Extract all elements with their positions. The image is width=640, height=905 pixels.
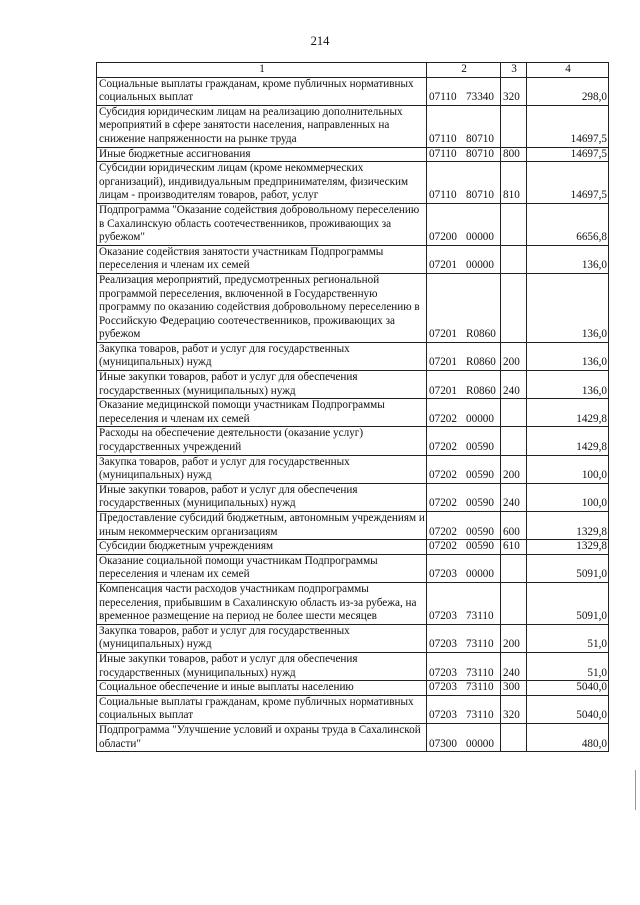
table-row xyxy=(97,624,609,652)
row-expense-type: 800 xyxy=(501,147,527,162)
budget-table xyxy=(96,62,609,752)
row-amount: 298,0 xyxy=(527,77,609,105)
row-expense-type: 300 xyxy=(501,681,527,696)
row-code-program: 07202 xyxy=(429,441,457,454)
row-code-program: 07201 xyxy=(429,328,457,341)
row-code xyxy=(427,371,501,399)
row-code xyxy=(427,77,501,105)
table-row xyxy=(97,399,609,427)
row-amount: 1429,8 xyxy=(527,427,609,455)
row-amount: 51,0 xyxy=(527,652,609,680)
row-amount: 1429,8 xyxy=(527,399,609,427)
row-code xyxy=(427,342,501,370)
table-row xyxy=(97,245,609,273)
row-amount: 100,0 xyxy=(527,483,609,511)
page-number: 214 xyxy=(310,34,330,48)
table-header-row xyxy=(97,63,609,78)
row-code-direction: 73110 xyxy=(466,709,494,722)
row-code xyxy=(427,681,501,696)
table-row xyxy=(97,483,609,511)
row-expense-type: 200 xyxy=(501,342,527,370)
row-expense-type: 610 xyxy=(501,540,527,555)
row-name: Предоставление субсидий бюджетным, автономным учреждениям и иным некоммерческим организациям xyxy=(97,512,427,540)
table-row xyxy=(97,695,609,723)
row-code-direction: 00590 xyxy=(466,525,494,538)
row-name: Иные бюджетные ассигнования xyxy=(97,147,427,162)
row-name: Оказание содействия занятости участникам Подпрограммы переселения и членам их семей xyxy=(97,245,427,273)
row-code-direction: 00000 xyxy=(466,737,494,750)
row-name: Субсидии бюджетным учреждениям xyxy=(97,540,427,555)
row-code-program: 07202 xyxy=(429,412,457,425)
row-code xyxy=(427,723,501,751)
row-expense-type: 320 xyxy=(501,77,527,105)
row-code-direction: 00000 xyxy=(466,231,494,244)
row-name: Подпрограмма "Улучшение условий и охраны труда в Сахалинской области" xyxy=(97,723,427,751)
table-row xyxy=(97,582,609,624)
row-code-program: 07202 xyxy=(429,540,457,553)
row-name: Закупка товаров, работ и услуг для государственных (муниципальных) нужд xyxy=(97,624,427,652)
row-name: Оказание социальной помощи участникам Подпрограммы переселения и членам их семей xyxy=(97,554,427,582)
row-code-direction: 00000 xyxy=(466,412,494,425)
row-amount: 1329,8 xyxy=(527,512,609,540)
row-code-program: 07110 xyxy=(429,91,457,104)
row-code-program: 07203 xyxy=(429,681,457,694)
row-code-program: 07203 xyxy=(429,610,457,623)
row-code xyxy=(427,582,501,624)
row-code-direction: 00000 xyxy=(466,568,494,581)
row-expense-type: 240 xyxy=(501,371,527,399)
row-name: Компенсация части расходов участникам подпрограммы переселения, прибывшим в Сахалинскую область из-за рубежа, на временное размещение на период не более шести месяцев xyxy=(97,582,427,624)
row-amount: 1329,8 xyxy=(527,540,609,555)
row-code-direction: R0860 xyxy=(466,384,496,397)
row-name: Подпрограмма "Оказание содействия добровольному переселению в Сахалинскую область соотечественников, проживающих за рубежом" xyxy=(97,203,427,245)
column-header-3: 3 xyxy=(501,63,527,78)
table-row xyxy=(97,77,609,105)
table-row xyxy=(97,105,609,147)
row-code-program: 07201 xyxy=(429,384,457,397)
row-code-program: 07110 xyxy=(429,132,457,145)
row-amount: 5040,0 xyxy=(527,681,609,696)
row-code-direction: 80710 xyxy=(466,189,494,202)
row-code-program: 07110 xyxy=(429,189,457,202)
row-code-direction: R0860 xyxy=(466,356,496,369)
row-code xyxy=(427,203,501,245)
table-row xyxy=(97,371,609,399)
row-name: Социальное обеспечение и иные выплаты населению xyxy=(97,681,427,696)
row-amount: 14697,5 xyxy=(527,162,609,204)
row-code xyxy=(427,455,501,483)
row-expense-type xyxy=(501,582,527,624)
row-expense-type: 600 xyxy=(501,512,527,540)
row-amount: 14697,5 xyxy=(527,105,609,147)
table-row xyxy=(97,681,609,696)
row-name: Закупка товаров, работ и услуг для государственных (муниципальных) нужд xyxy=(97,342,427,370)
row-code-program: 07202 xyxy=(429,525,457,538)
row-code xyxy=(427,105,501,147)
row-name: Реализация мероприятий, предусмотренных региональной программой переселения, включенной в Государственную программу по оказанию содействия добровольному переселению в Российскую Федерацию соотечественников, проживающих за рубежом xyxy=(97,273,427,342)
row-name: Иные закупки товаров, работ и услуг для обеспечения государственных (муниципальных) нужд xyxy=(97,371,427,399)
table-row xyxy=(97,162,609,204)
row-name: Субсидии юридическим лицам (кроме некоммерческих организаций), индивидуальным предпринимателям, физическим лицам - производителям товаров, работ, услуг xyxy=(97,162,427,204)
row-name: Закупка товаров, работ и услуг для государственных (муниципальных) нужд xyxy=(97,455,427,483)
table-row xyxy=(97,203,609,245)
row-code xyxy=(427,652,501,680)
row-code-program: 07202 xyxy=(429,497,457,510)
row-code xyxy=(427,512,501,540)
row-amount: 14697,5 xyxy=(527,147,609,162)
column-header-2: 2 xyxy=(427,63,501,78)
row-code-direction: 00590 xyxy=(466,540,494,553)
row-amount: 136,0 xyxy=(527,371,609,399)
column-header-4: 4 xyxy=(527,63,609,78)
table-row xyxy=(97,273,609,342)
row-code-program: 07203 xyxy=(429,709,457,722)
table-row xyxy=(97,554,609,582)
row-expense-type: 240 xyxy=(501,483,527,511)
table-row xyxy=(97,147,609,162)
margin-mark xyxy=(635,770,636,810)
row-code-program: 07202 xyxy=(429,469,457,482)
row-expense-type: 200 xyxy=(501,624,527,652)
row-code-program: 07203 xyxy=(429,638,457,651)
row-amount: 6656,8 xyxy=(527,203,609,245)
row-code xyxy=(427,483,501,511)
row-code xyxy=(427,245,501,273)
row-code xyxy=(427,427,501,455)
row-code-program: 07110 xyxy=(429,147,457,160)
row-code-direction: 00590 xyxy=(466,497,494,510)
row-code xyxy=(427,273,501,342)
table-row xyxy=(97,455,609,483)
row-code-direction: 00590 xyxy=(466,441,494,454)
row-code-program: 07200 xyxy=(429,231,457,244)
row-expense-type xyxy=(501,723,527,751)
row-code-direction: 73110 xyxy=(466,666,494,679)
row-name: Субсидия юридическим лицам на реализацию дополнительных мероприятий в сфере занятости населения, направленных на снижение напряженности на рынке труда xyxy=(97,105,427,147)
table-row xyxy=(97,652,609,680)
row-code-direction: 73110 xyxy=(466,681,494,694)
row-code-direction: R0860 xyxy=(466,328,496,341)
row-amount: 100,0 xyxy=(527,455,609,483)
row-amount: 136,0 xyxy=(527,273,609,342)
row-expense-type xyxy=(501,554,527,582)
row-expense-type xyxy=(501,245,527,273)
row-code xyxy=(427,624,501,652)
row-amount: 136,0 xyxy=(527,245,609,273)
row-name: Расходы на обеспечение деятельности (оказание услуг) государственных учреждений xyxy=(97,427,427,455)
table-row xyxy=(97,342,609,370)
column-header-1: 1 xyxy=(97,63,427,78)
row-code-direction: 80710 xyxy=(466,132,494,145)
row-amount: 136,0 xyxy=(527,342,609,370)
row-code xyxy=(427,147,501,162)
row-code xyxy=(427,162,501,204)
row-name: Социальные выплаты гражданам, кроме публичных нормативных социальных выплат xyxy=(97,695,427,723)
table-row xyxy=(97,540,609,555)
row-expense-type: 320 xyxy=(501,695,527,723)
row-expense-type xyxy=(501,399,527,427)
row-code-program: 07203 xyxy=(429,568,457,581)
row-amount: 51,0 xyxy=(527,624,609,652)
row-name: Оказание медицинской помощи участникам Подпрограммы переселения и членам их семей xyxy=(97,399,427,427)
row-code-program: 07201 xyxy=(429,259,457,272)
table-row xyxy=(97,427,609,455)
row-expense-type: 810 xyxy=(501,162,527,204)
row-code xyxy=(427,399,501,427)
row-expense-type xyxy=(501,273,527,342)
row-name: Иные закупки товаров, работ и услуг для обеспечения государственных (муниципальных) нужд xyxy=(97,483,427,511)
row-name: Социальные выплаты гражданам, кроме публичных нормативных социальных выплат xyxy=(97,77,427,105)
row-expense-type xyxy=(501,105,527,147)
row-code-direction: 73110 xyxy=(466,638,494,651)
row-code-direction: 00000 xyxy=(466,259,494,272)
row-code-direction: 00590 xyxy=(466,469,494,482)
table-row xyxy=(97,512,609,540)
row-amount: 5040,0 xyxy=(527,695,609,723)
table-row xyxy=(97,723,609,751)
row-code-program: 07201 xyxy=(429,356,457,369)
row-amount: 480,0 xyxy=(527,723,609,751)
row-code xyxy=(427,554,501,582)
row-expense-type: 200 xyxy=(501,455,527,483)
row-expense-type xyxy=(501,427,527,455)
row-amount: 5091,0 xyxy=(527,582,609,624)
row-code-program: 07203 xyxy=(429,666,457,679)
row-code-program: 07300 xyxy=(429,737,457,750)
row-amount: 5091,0 xyxy=(527,554,609,582)
row-code-direction: 73110 xyxy=(466,610,494,623)
row-code xyxy=(427,540,501,555)
row-expense-type xyxy=(501,203,527,245)
row-code xyxy=(427,695,501,723)
row-code-direction: 80710 xyxy=(466,147,494,160)
row-name: Иные закупки товаров, работ и услуг для обеспечения государственных (муниципальных) нужд xyxy=(97,652,427,680)
row-expense-type: 240 xyxy=(501,652,527,680)
row-code-direction: 73340 xyxy=(466,91,494,104)
